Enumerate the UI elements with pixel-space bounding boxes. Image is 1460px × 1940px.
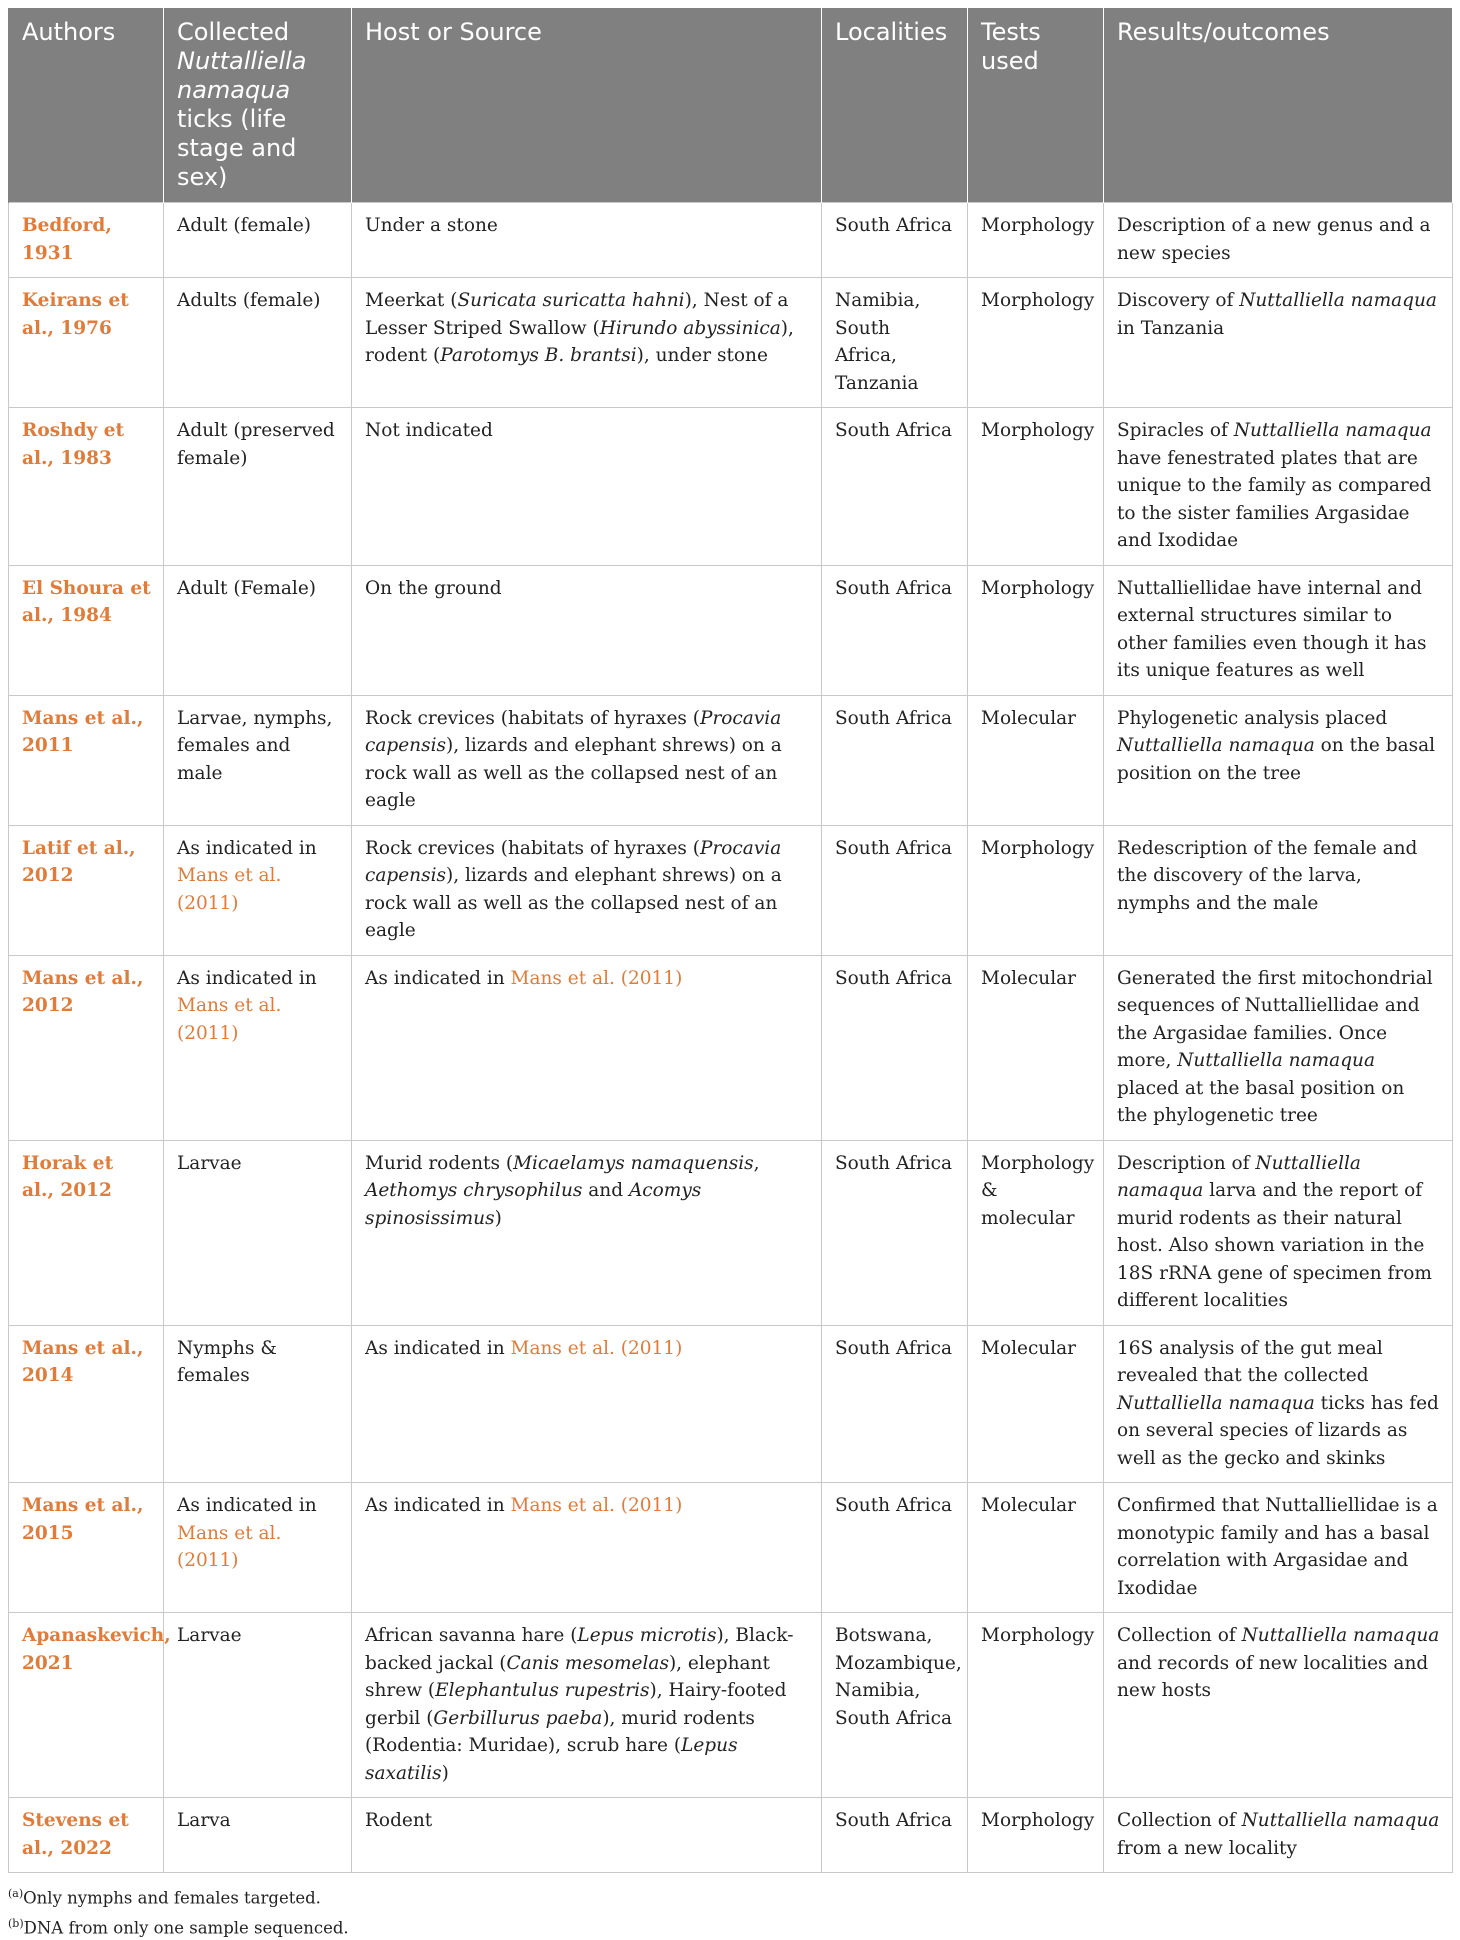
cell-collected xyxy=(164,955,352,1140)
cell-host xyxy=(352,1798,822,1873)
localities-text: South Africa xyxy=(835,968,952,989)
results-text: Description of Nuttalliella namaqua larva and the report of murid rodents as their natural host. Also shown variation in the 18S rRNA gene of specimen from different localities xyxy=(1117,1153,1432,1312)
header-row xyxy=(9,8,1453,203)
footnote-mark: (a) xyxy=(8,1887,23,1900)
cell-author xyxy=(9,825,164,955)
cell-results xyxy=(1104,408,1453,566)
tests-text: Molecular xyxy=(981,1338,1076,1359)
collected-text: Larvae xyxy=(177,1625,242,1646)
cell-collected xyxy=(164,1325,352,1483)
cell-localities xyxy=(822,1798,968,1873)
cell-author xyxy=(9,695,164,825)
cell-tests xyxy=(968,1483,1104,1613)
results-text: Collection of Nuttalliella namaqua from a new locality xyxy=(1117,1810,1439,1859)
author-text: Keirans et al., 1976 xyxy=(22,290,129,339)
species-name: Procavia capensis xyxy=(365,708,781,757)
table-row xyxy=(9,1140,1453,1325)
cell-localities xyxy=(822,695,968,825)
cell-tests xyxy=(968,278,1104,408)
cell-localities xyxy=(822,408,968,566)
species-name: Micaelamys namaquensis xyxy=(513,1153,754,1174)
species-name: Gerbillurus paeba xyxy=(433,1708,602,1729)
cell-collected xyxy=(164,1613,352,1798)
species-name: Procavia capensis xyxy=(365,838,781,887)
cell-author xyxy=(9,408,164,566)
cell-host xyxy=(352,408,822,566)
tests-text: Morphology & molecular xyxy=(981,1153,1094,1229)
cell-author xyxy=(9,1798,164,1873)
footnote xyxy=(8,1911,1452,1940)
author-text: Roshdy et al., 1983 xyxy=(22,420,124,469)
tests-text: Morphology xyxy=(981,290,1094,311)
tests-text: Molecular xyxy=(981,708,1076,729)
species-name: Nuttalliella namaqua xyxy=(1239,290,1437,311)
collected-reference-link[interactable]: Mans et al. (2011) xyxy=(177,995,281,1044)
table-row xyxy=(9,565,1453,695)
footnote-mark: (b) xyxy=(8,1917,24,1930)
results-text: Description of a new genus and a new species xyxy=(1117,215,1431,264)
cell-host xyxy=(352,1483,822,1613)
host-reference-link[interactable]: Mans et al. (2011) xyxy=(511,1495,683,1516)
species-name: Nuttalliella namaqua xyxy=(1242,1810,1440,1831)
cell-host xyxy=(352,1325,822,1483)
cell-localities xyxy=(822,1140,968,1325)
cell-host xyxy=(352,955,822,1140)
localities-text: South Africa xyxy=(835,1810,952,1831)
species-name: Nuttalliella namaqua xyxy=(1177,1050,1375,1071)
host-text: Rodent xyxy=(365,1810,432,1831)
host-text: As indicated in xyxy=(365,1338,505,1359)
cell-localities xyxy=(822,1483,968,1613)
table-row xyxy=(9,955,1453,1140)
footnote-text: Only nymphs and females targeted. xyxy=(23,1889,321,1908)
literature-table xyxy=(8,8,1453,1873)
cell-tests xyxy=(968,408,1104,566)
cell-localities xyxy=(822,955,968,1140)
cell-localities xyxy=(822,278,968,408)
cell-collected xyxy=(164,565,352,695)
species-name: Lepus microtis xyxy=(577,1625,716,1646)
collected-text: Adult (Female) xyxy=(177,578,316,599)
cell-host xyxy=(352,278,822,408)
results-text: Nuttalliellidae have internal and external structures similar to other families even though it has its unique features as well xyxy=(1117,578,1427,682)
species-name: Elephantulus rupestris xyxy=(435,1680,649,1701)
species-name: Nuttalliella namaqua xyxy=(1234,420,1432,441)
cell-host xyxy=(352,695,822,825)
localities-text: South Africa xyxy=(835,838,952,859)
host-reference-link[interactable]: Mans et al. (2011) xyxy=(511,1338,683,1359)
cell-localities xyxy=(822,565,968,695)
header-host: Host or Source xyxy=(352,8,822,203)
host-reference-link[interactable]: Mans et al. (2011) xyxy=(511,968,683,989)
author-text: Bedford, 1931 xyxy=(22,215,112,264)
collected-text: As indicated in xyxy=(177,838,317,859)
results-text: Redescription of the female and the discovery of the larva, nymphs and the male xyxy=(1117,838,1417,914)
tests-text: Molecular xyxy=(981,968,1076,989)
species-name: Canis mesomelas xyxy=(507,1653,669,1674)
cell-author xyxy=(9,203,164,278)
author-text: El Shoura et al., 1984 xyxy=(22,578,151,627)
author-text: Latif et al., 2012 xyxy=(22,838,136,887)
cell-results xyxy=(1104,565,1453,695)
author-text: Apanaskevich, 2021 xyxy=(22,1625,171,1674)
author-text: Mans et al., 2011 xyxy=(22,708,143,757)
collected-text: As indicated in xyxy=(177,968,317,989)
cell-results xyxy=(1104,695,1453,825)
species-name: Aethomys chrysophilus xyxy=(365,1180,582,1201)
cell-author xyxy=(9,1613,164,1798)
species-name: Hirundo abyssinica xyxy=(600,318,781,339)
tests-text: Morphology xyxy=(981,1625,1094,1646)
cell-localities xyxy=(822,1325,968,1483)
table-row xyxy=(9,278,1453,408)
cell-author xyxy=(9,955,164,1140)
species-name: Nuttalliella namaqua xyxy=(1117,1393,1315,1414)
tests-text: Morphology xyxy=(981,1810,1094,1831)
host-text: On the ground xyxy=(365,578,502,599)
cell-host xyxy=(352,1140,822,1325)
table-row xyxy=(9,203,1453,278)
collected-text: Adult (preserved female) xyxy=(177,420,335,469)
localities-text: South Africa xyxy=(835,708,952,729)
cell-tests xyxy=(968,1613,1104,1798)
cell-localities xyxy=(822,203,968,278)
cell-collected xyxy=(164,203,352,278)
localities-text: South Africa xyxy=(835,420,952,441)
cell-tests xyxy=(968,695,1104,825)
cell-tests xyxy=(968,1140,1104,1325)
table-row xyxy=(9,1613,1453,1798)
cell-results xyxy=(1104,825,1453,955)
collected-text: Larvae xyxy=(177,1153,242,1174)
author-text: Mans et al., 2012 xyxy=(22,968,143,1017)
header-collected xyxy=(164,8,352,203)
author-text: Stevens et al., 2022 xyxy=(22,1810,129,1859)
results-text: Confirmed that Nuttalliellidae is a monotypic family and has a basal correlation with Argasidae and Ixodidae xyxy=(1117,1495,1438,1599)
footnotes xyxy=(8,1881,1452,1940)
cell-results xyxy=(1104,203,1453,278)
cell-collected xyxy=(164,1798,352,1873)
species-name: Nuttalliella namaqua xyxy=(1117,1153,1361,1202)
cell-author xyxy=(9,1483,164,1613)
cell-results xyxy=(1104,955,1453,1140)
collected-text: Larvae, nymphs, females and male xyxy=(177,708,332,784)
cell-host xyxy=(352,203,822,278)
table-row xyxy=(9,825,1453,955)
localities-text: South Africa xyxy=(835,1495,952,1516)
cell-results xyxy=(1104,1325,1453,1483)
header-localities: Localities xyxy=(822,8,968,203)
species-name: Nuttalliella namaqua xyxy=(1117,735,1315,756)
species-name: Lepus saxatilis xyxy=(365,1735,738,1784)
header-tests: Tests used xyxy=(968,8,1104,203)
header-collected-species: Nuttalliella namaqua xyxy=(177,47,307,104)
host-text: African savanna hare (Lepus microtis), Black-backed jackal (Canis mesomelas), elephant shrew (Elephantulus rupestris), Hairy-footed gerbil (Gerbillurus paeba), murid rodents (Rodentia: Muridae), scrub hare (Lepus saxatilis) xyxy=(365,1625,793,1784)
cell-results xyxy=(1104,1798,1453,1873)
cell-author xyxy=(9,1325,164,1483)
cell-tests xyxy=(968,1325,1104,1483)
table-row xyxy=(9,1483,1453,1613)
species-name: Parotomys B. brantsi xyxy=(440,345,636,366)
localities-text: South Africa xyxy=(835,578,952,599)
localities-text: Botswana, Mozambique, Namibia, South Africa xyxy=(835,1625,962,1729)
host-text: Not indicated xyxy=(365,420,493,441)
footnote-text: DNA from only one sample sequenced. xyxy=(24,1918,349,1937)
host-text: Murid rodents (Micaelamys namaquensis, Aethomys chrysophilus and Acomys spinosissimus) xyxy=(365,1153,760,1229)
host-text: Meerkat (Suricata suricatta hahni), Nest of a Lesser Striped Swallow (Hirundo abyssinica), rodent (Parotomys B. brantsi), under stone xyxy=(365,290,794,366)
cell-tests xyxy=(968,825,1104,955)
tests-text: Morphology xyxy=(981,215,1094,236)
cell-collected xyxy=(164,278,352,408)
collected-reference-link[interactable]: Mans et al. (2011) xyxy=(177,1523,281,1572)
author-text: Horak et al., 2012 xyxy=(22,1153,113,1202)
localities-text: South Africa xyxy=(835,215,952,236)
results-text: 16S analysis of the gut meal revealed that the collected Nuttalliella namaqua ticks has fed on several species of lizards as well as the gecko and skinks xyxy=(1117,1338,1439,1469)
results-text: Spiracles of Nuttalliella namaqua have fenestrated plates that are unique to the family as compared to the sister families Argasidae and Ixodidae xyxy=(1117,420,1432,551)
cell-results xyxy=(1104,278,1453,408)
collected-text: Adults (female) xyxy=(177,290,321,311)
header-results: Results/outcomes xyxy=(1104,8,1453,203)
host-text: As indicated in xyxy=(365,1495,505,1516)
cell-tests xyxy=(968,565,1104,695)
collected-reference-link[interactable]: Mans et al. (2011) xyxy=(177,865,281,914)
cell-host xyxy=(352,825,822,955)
results-text: Phylogenetic analysis placed Nuttalliella namaqua on the basal position on the tree xyxy=(1117,708,1435,784)
cell-collected xyxy=(164,408,352,566)
tests-text: Morphology xyxy=(981,420,1094,441)
cell-author xyxy=(9,565,164,695)
cell-results xyxy=(1104,1140,1453,1325)
table-row xyxy=(9,408,1453,566)
host-text: As indicated in xyxy=(365,968,505,989)
species-name: Nuttalliella namaqua xyxy=(1242,1625,1440,1646)
cell-collected xyxy=(164,825,352,955)
host-text: Under a stone xyxy=(365,215,498,236)
host-text: Rock crevices (habitats of hyraxes (Procavia capensis), lizards and elephant shrews) on a rock wall as well as the collapsed nest of an eagle xyxy=(365,838,782,942)
collected-text: Adult (female) xyxy=(177,215,311,236)
author-text: Mans et al., 2014 xyxy=(22,1338,143,1387)
tests-text: Morphology xyxy=(981,838,1094,859)
tests-text: Morphology xyxy=(981,578,1094,599)
cell-tests xyxy=(968,203,1104,278)
collected-text: Larva xyxy=(177,1810,231,1831)
collected-text: Nymphs & females xyxy=(177,1338,277,1387)
cell-tests xyxy=(968,1798,1104,1873)
results-text: Generated the first mitochondrial sequences of Nuttalliellidae and the Argasidae families. Once more, Nuttalliella namaqua placed at the basal position on the phylogenetic tree xyxy=(1117,968,1433,1127)
cell-host xyxy=(352,565,822,695)
cell-localities xyxy=(822,1613,968,1798)
table-row xyxy=(9,1325,1453,1483)
cell-host xyxy=(352,1613,822,1798)
header-collected-text-1: Collected xyxy=(177,18,289,46)
cell-author xyxy=(9,278,164,408)
header-authors: Authors xyxy=(9,8,164,203)
cell-results xyxy=(1104,1613,1453,1798)
table-row xyxy=(9,695,1453,825)
author-text: Mans et al., 2015 xyxy=(22,1495,143,1544)
cell-results xyxy=(1104,1483,1453,1613)
cell-author xyxy=(9,1140,164,1325)
footnote xyxy=(8,1881,1452,1911)
cell-tests xyxy=(968,955,1104,1140)
cell-localities xyxy=(822,825,968,955)
species-name: Suricata suricatta hahni xyxy=(457,290,684,311)
table-row xyxy=(9,1798,1453,1873)
species-name: Acomys spinosissimus xyxy=(365,1180,701,1229)
tests-text: Molecular xyxy=(981,1495,1076,1516)
header-collected-text-2: ticks (life stage and sex) xyxy=(177,105,296,191)
collected-text: As indicated in xyxy=(177,1495,317,1516)
cell-collected xyxy=(164,695,352,825)
localities-text: Namibia, South Africa, Tanzania xyxy=(835,290,920,394)
cell-collected xyxy=(164,1140,352,1325)
results-text: Collection of Nuttalliella namaqua and records of new localities and new hosts xyxy=(1117,1625,1439,1701)
results-text: Discovery of Nuttalliella namaqua in Tanzania xyxy=(1117,290,1437,339)
cell-collected xyxy=(164,1483,352,1613)
table-container xyxy=(8,8,1452,1940)
localities-text: South Africa xyxy=(835,1338,952,1359)
host-text: Rock crevices (habitats of hyraxes (Procavia capensis), lizards and elephant shrews) on a rock wall as well as the collapsed nest of an eagle xyxy=(365,708,782,812)
localities-text: South Africa xyxy=(835,1153,952,1174)
